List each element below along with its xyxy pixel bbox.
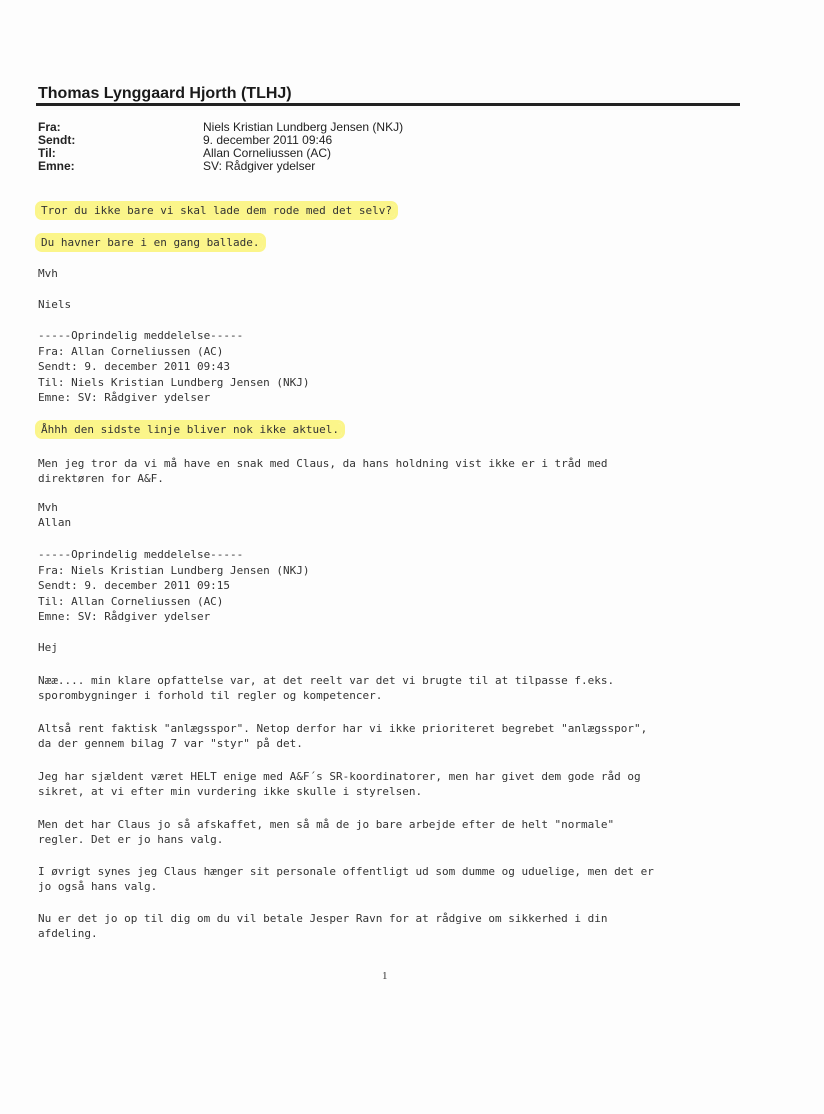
orig1-line-1: [38, 422, 342, 438]
highlighted-text: Tror du ikke bare vi skal lade dem rode med det selv?: [38, 204, 395, 217]
orig1-para1-line1: Men jeg tror da vi må have en snak med Claus, da hans holdning vist ikke er i tråd med: [38, 457, 608, 470]
orig2-p5-line2: jo også hans valg.: [38, 880, 158, 893]
subject-label: Emne:: [38, 159, 75, 173]
orig2-greeting: Hej: [38, 641, 58, 654]
header-row-subject: [38, 160, 403, 173]
from-label: Fra:: [38, 120, 61, 134]
highlighted-text: Du havner bare i en gang ballade.: [38, 236, 263, 249]
orig2-p5-line1: I øvrigt synes jeg Claus hænger sit personale offentligt ud som dumme og uduelige, men det er: [38, 865, 654, 878]
orig2-to: Til: Allan Corneliussen (AC): [38, 595, 224, 608]
from-value: Niels Kristian Lundberg Jensen (NKJ): [203, 120, 404, 134]
orig1-to: Til: Niels Kristian Lundberg Jensen (NKJ): [38, 376, 310, 389]
email-header: [38, 121, 403, 173]
orig1-signature: Allan: [38, 516, 72, 529]
orig2-p6-line2: afdeling.: [38, 927, 98, 940]
reply-regards: Mvh: [38, 267, 58, 280]
orig2-separator: -----Oprindelig meddelelse-----: [38, 548, 244, 561]
title-rule: [36, 103, 740, 106]
orig2-p3-line1: Jeg har sjældent været HELT enige med A&F´s SR-koordinatorer, men har givet dem gode råd og: [38, 770, 641, 783]
orig2-from: Fra: Niels Kristian Lundberg Jensen (NKJ): [38, 564, 310, 577]
sent-value: 9. december 2011 09:46: [203, 133, 333, 147]
reply-signature: Niels: [38, 298, 72, 311]
orig2-sent: Sendt: 9. december 2011 09:15: [38, 579, 231, 592]
orig1-para1-line2: direktøren for A&F.: [38, 472, 164, 485]
orig1-subject: Emne: SV: Rådgiver ydelser: [38, 391, 211, 404]
orig2-p2-line2: da der gennem bilag 7 var "styr" på det.: [38, 737, 303, 750]
page-number: 1: [382, 970, 388, 982]
orig1-from: Fra: Allan Corneliussen (AC): [38, 345, 224, 358]
subject-value: SV: Rådgiver ydelser: [203, 159, 316, 173]
mailbox-owner-title: Thomas Lynggaard Hjorth (TLHJ): [38, 85, 292, 102]
orig2-subject: Emne: SV: Rådgiver ydelser: [38, 610, 211, 623]
orig2-p2-line1: Altså rent faktisk "anlægsspor". Netop derfor har vi ikke prioriteret begrebet "anlægsspor",: [38, 722, 648, 735]
orig2-p3-line2: sikret, at vi efter min vurdering ikke skulle i styrelsen.: [38, 785, 423, 798]
reply-line-1: [38, 203, 395, 219]
reply-line-2: [38, 235, 263, 251]
orig1-separator: -----Oprindelig meddelelse-----: [38, 329, 244, 342]
orig1-regards: Mvh: [38, 501, 58, 514]
orig2-p1-line1: Nææ.... min klare opfattelse var, at det reelt var det vi brugte til at tilpasse f.eks.: [38, 674, 615, 687]
orig1-sent: Sendt: 9. december 2011 09:43: [38, 360, 231, 373]
sent-label: Sendt:: [38, 133, 76, 147]
orig2-p4-line1: Men det har Claus jo så afskaffet, men så må de jo bare arbejde efter de helt "normale": [38, 818, 615, 831]
to-value: Allan Corneliussen (AC): [203, 146, 332, 160]
orig2-p6-line1: Nu er det jo op til dig om du vil betale Jesper Ravn for at rådgive om sikkerhed i din: [38, 912, 608, 925]
highlighted-text: Åhhh den sidste linje bliver nok ikke aktuel.: [38, 423, 342, 436]
to-label: Til:: [38, 146, 56, 160]
orig2-p4-line2: regler. Det er jo hans valg.: [38, 833, 224, 846]
orig2-p1-line2: sporombygninger i forhold til regler og kompetencer.: [38, 689, 383, 702]
